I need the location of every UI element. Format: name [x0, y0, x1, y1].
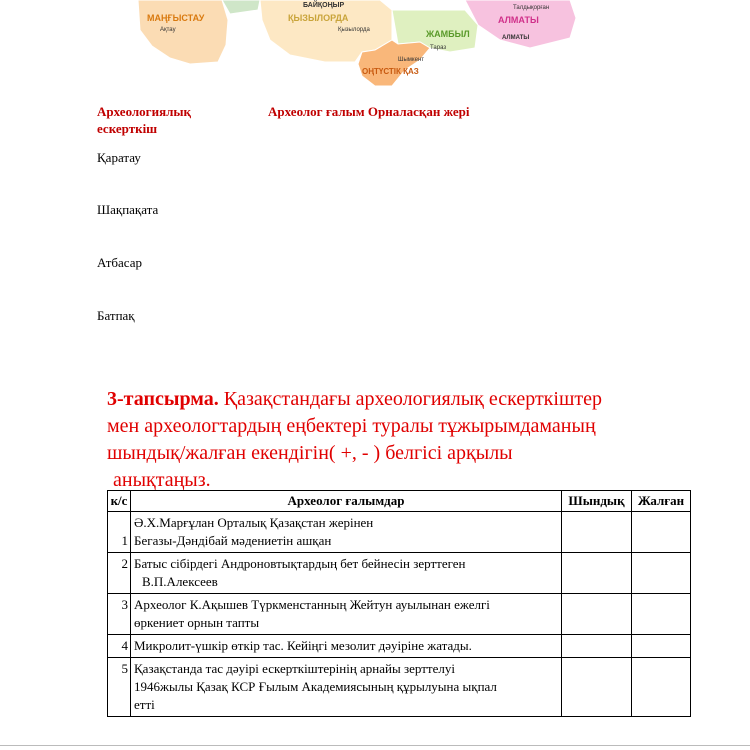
- site-row: Қаратау: [97, 150, 141, 165]
- map-city-shymkent: Шымкент: [398, 57, 425, 63]
- map-city-almaty: АЛМАТЫ: [502, 35, 530, 41]
- col-header-monument: Археологиялық ескерткіш: [97, 104, 192, 136]
- map-region-mangystau: [138, 0, 228, 64]
- statement-text: Археолог К.Ақышев Түркменстанның Жейтун ауылынан ежелгі өркениет орнын тапты: [131, 594, 562, 635]
- statement-text: Ә.Х.Марғұлан Орталық Қазақстан жерінен Бегазы-Дәндібай мәдениетін ашқан: [131, 512, 562, 553]
- table-header-row: [108, 491, 691, 512]
- task-text-line: Қазақстандағы археологиялық ескерткіштер: [223, 388, 602, 410]
- col-header-location: Орналасқан жері: [367, 104, 470, 119]
- false-answer-cell[interactable]: [632, 512, 691, 553]
- site-row: Атбасар: [97, 255, 143, 270]
- statement-text: Батыс сібірдегі Андроновтықтардың бет бейнесін зерттеген В.П.Алексеев: [131, 553, 562, 594]
- task-text-line: шындық/жалған екендігін( +, - ) белгісі арқылы: [107, 442, 513, 464]
- map-city-taldykorgan: Талдықорған: [513, 5, 550, 11]
- task-text-line: мен археологтардың еңбектері туралы тұжырымдаманың: [107, 415, 596, 437]
- map-label-almaty: АЛМАТЫ: [498, 15, 539, 25]
- false-answer-cell[interactable]: [632, 594, 691, 635]
- header-scientists: Археолог ғалымдар: [131, 491, 562, 512]
- statement-text: Микролит-үшкір өткір тас. Кейіңгі мезолит дәуіріне жатады.: [131, 635, 562, 658]
- kazakhstan-regions-map: [130, 0, 590, 90]
- row-number: 3: [108, 594, 131, 635]
- map-city-kyzylorda: Қызылорда: [338, 27, 370, 33]
- true-answer-cell[interactable]: [562, 594, 632, 635]
- table-row: [108, 512, 691, 553]
- false-answer-cell[interactable]: [632, 658, 691, 717]
- page-bottom-divider: [0, 745, 750, 746]
- row-number: 1: [108, 512, 131, 553]
- true-answer-cell[interactable]: [562, 658, 632, 717]
- table-row: [108, 553, 691, 594]
- map-label-south-kaz: ОҢТҮСТІК ҚАЗ: [362, 67, 419, 76]
- table-row: [108, 658, 691, 717]
- row-number: 2: [108, 553, 131, 594]
- table-row: [108, 594, 691, 635]
- map-region-aktobe: [222, 0, 260, 14]
- site-row: Шақпақата: [97, 202, 159, 217]
- task-label: 3-тапсырма.: [107, 388, 219, 410]
- header-true: Шындық: [562, 491, 632, 512]
- map-label-kyzylorda: ҚЫЗЫЛОРДА: [288, 13, 349, 23]
- row-number: 5: [108, 658, 131, 717]
- col-header-archaeologist: Археолог ғалым Орналасқан жері: [268, 104, 470, 119]
- header-false: Жалған: [632, 491, 691, 512]
- map-label-zhambyl: ЖАМБЫЛ: [426, 29, 470, 39]
- map-city-taraz: Тараз: [430, 45, 447, 51]
- false-answer-cell[interactable]: [632, 635, 691, 658]
- false-answer-cell[interactable]: [632, 553, 691, 594]
- true-answer-cell[interactable]: [562, 635, 632, 658]
- row-number: 4: [108, 635, 131, 658]
- true-answer-cell[interactable]: [562, 553, 632, 594]
- map-label-baikonur: БАЙҚОҢЫР: [303, 2, 345, 9]
- site-row: Батпақ: [97, 308, 135, 323]
- statement-text: Қазақстанда тас дәуірі ескерткіштерінің арнайы зерттелуі 1946жылы Қазақ КСР Ғылым Академиясының құрылуына ықпал етті: [131, 658, 562, 717]
- true-answer-cell[interactable]: [562, 512, 632, 553]
- header-num: к/с: [108, 491, 131, 512]
- task-text-line: анықтаңыз.: [113, 469, 211, 491]
- task-3-instructions: [107, 386, 707, 494]
- map-city-aktau: Ақтау: [160, 27, 176, 33]
- table-row: [108, 635, 691, 658]
- statements-table: [107, 490, 691, 717]
- map-label-mangystau: МАҢҒЫСТАУ: [147, 13, 205, 23]
